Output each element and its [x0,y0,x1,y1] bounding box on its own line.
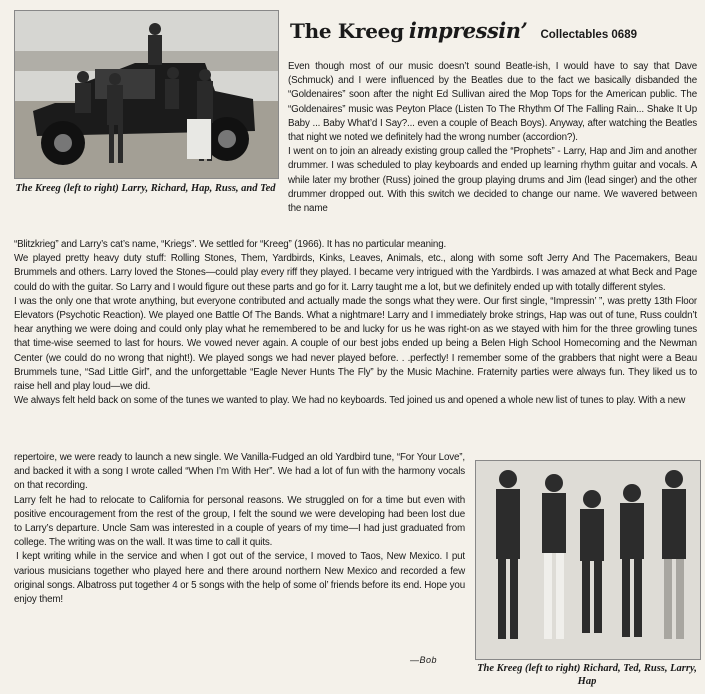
album-title [290,18,637,43]
left-column-text [14,451,465,607]
paragraph: repertoire, we were ready to launch a new single. We Vanilla-Fudged an old Yardbird tune, “For Your Love”, and backed it with a song I wrote called “When I’m With Her”. We had a lot of fun with the harmony vocals on that recording. [14,452,465,492]
paragraph: I was the only one that wrote anything, but everyone contributed and actually made the songs what they were. Our first single, “Impressin’ ”, was pretty 13th Floor Elevators (Psychotic Reaction). We played one Battle Of The Bands. What a nightmare! Larry and I immediately broke strings, Hap was out of tune, Russ couldn’t hear anything we were doing and could only play what he remembered to be and lucky for us he was right-on as we stayed with him for the three growling tunes that time-wise seemed to last for hours. We vowed never again. A couple of our best jobs ended up being a Belen High School Homecoming and the Newman Center (we could do no wrong that night!). We played songs we had never played before. . .perfectly! I remember some of the grabbers that night were a Beau Brummels tune, “Sad Little Girl”, and the unforgettable “Eagle Never Hunts The Fly” by the Music Machine. Fraternity parties were always fun. They liked us to raise hell and play loud—we did. [14,295,697,393]
band-name: The Kreeg [290,19,404,43]
band-car-illustration [15,11,278,178]
top-photo-caption: The Kreeg (left to right) Larry, Richard, Hap, Russ, and Ted [15,183,276,194]
right-column-text [288,60,697,216]
paragraph: I went on to join an already existing group called the “Prophets” - Larry, Hap and Jim and another drummer. I was scheduled to play keyboards and ended up learning rhythm guitar and vocals. A while later my brother (Russ) joined the group playing drums and Jim (lead singer) and the other drummer dropped out. With this switch we decided to change our name. We wavered between the name [288,146,697,215]
paragraph: Even though most of our music doesn’t sound Beatle-ish, I would have to say that Dave (Schmuck) and I were influenced by the Beatles due to the fact we basically disbanded the “Goldenaires” soon after the night Ed Sullivan aired the Mop Tops for the American public. The “Goldenaires” music was Peyton Place (Listen To The Rhythm Of The Falling Rain... Shake It Up Baby ... Baby What’d I Say?... even a couple of Beach Boys). Anyway, after watching the Beatles that night we noted we definitely had the wrong number (accordion?). [288,61,697,144]
band-car-photo [14,10,279,179]
band-standing-illustration [476,461,700,659]
catalog-number: Collectables 0689 [540,29,637,41]
full-width-text [14,238,697,408]
bottom-photo-caption: The Kreeg (left to right) Richard, Ted, Russ, Larry, Hap [477,663,697,687]
paragraph: I kept writing while in the service and when I got out of the service, I moved to Taos, New Mexico. I put various musicians together who played here and there around northern New Mexico and recorded a few original songs. Albatross put together 4 or 5 songs with the help of some ol’ friends before its end. Hope you enjoy them! [14,551,465,606]
paragraph: We played pretty heavy duty stuff: Rolling Stones, Them, Yardbirds, Kinks, Leaves, Animals, etc., along with some soft Jerry And The Pacemakers, Beau Brummels and others. Larry loved the Stones—could play every riff they played. I became very intrigued with the Yardbirds. I was amazed at what Beck and Page could do with the guitar. So Larry and I would figure out these parts and go for it. Larry taught me a lot, but we definitely ended up with totally different styles. [14,253,697,293]
album-name: impressin’ [408,18,528,43]
band-standing-photo [475,460,701,660]
signature: —Bob [410,655,438,665]
paragraph: “Blitzkrieg” and Larry’s cat’s name, “Kriegs”. We settled for “Kreeg” (1966). It has no particular meaning. [14,239,447,250]
paragraph: We always felt held back on some of the tunes we wanted to play. We had no keyboards. Ted joined us and opened a whole new list of tunes to play. With a new [14,395,686,407]
paragraph: Larry felt he had to relocate to California for personal reasons. We struggled on for a time but even with positive encouragement from the rest of the group, I felt the sound we were developing had been lost due to Larry’s departure. Uncle Sam was interested in a couple of years of my time—I had just graduated from college. The writing was on the wall. It was time to call it quits. [14,494,465,549]
